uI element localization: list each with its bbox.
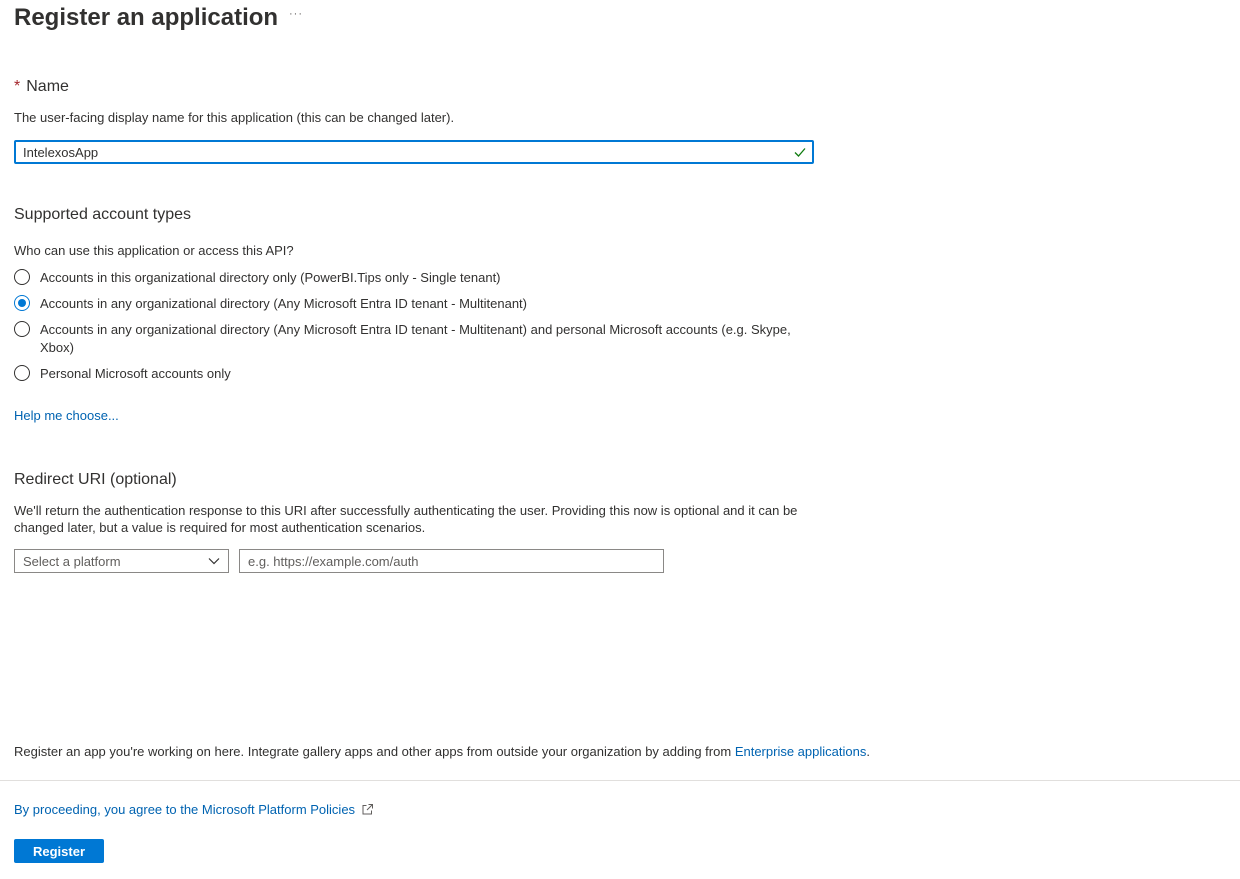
more-options-button[interactable]: ··· [289, 8, 303, 20]
account-types-heading: Supported account types [14, 206, 192, 223]
radio-label: Personal Microsoft accounts only [40, 366, 231, 381]
account-type-option-multitenant-personal[interactable] [14, 321, 804, 357]
footer-note-end: . [866, 744, 870, 759]
divider [0, 780, 1240, 781]
account-type-option-multitenant[interactable] [14, 295, 804, 313]
page-title: Register an application [14, 4, 279, 31]
footer-note [14, 744, 870, 759]
radio-label: Accounts in any organizational directory (Any Microsoft Entra ID tenant - Multitenant) and personal Microsoft accounts (e.g. Skype, Xbox) [40, 322, 791, 355]
register-button[interactable]: Register [14, 839, 104, 863]
help-me-choose-link[interactable]: Help me choose... [14, 408, 119, 423]
name-description: The user-facing display name for this application (this can be changed later). [14, 110, 455, 125]
account-type-option-single-tenant[interactable] [14, 269, 804, 287]
radio-button[interactable] [14, 321, 30, 337]
required-marker: * [14, 78, 21, 95]
radio-button[interactable] [14, 365, 30, 381]
name-label: Name [26, 78, 69, 95]
footer-note-text: Register an app you're working on here. Integrate gallery apps and other apps from outside your organization by adding from [14, 744, 732, 759]
redirect-uri-heading: Redirect URI (optional) [14, 471, 177, 488]
radio-button[interactable] [14, 269, 30, 285]
enterprise-applications-link[interactable]: Enterprise applications [734, 744, 867, 759]
platform-select[interactable] [14, 549, 229, 573]
account-types-question: Who can use this application or access this API? [14, 243, 294, 258]
radio-button-selected[interactable] [14, 295, 30, 311]
platform-policies-link[interactable]: By proceeding, you agree to the Microsoft Platform Policies [14, 802, 356, 817]
external-link-icon[interactable] [361, 803, 374, 816]
redirect-uri-description: We'll return the authentication response to this URI after successfully authenticating the user. Providing this now is optional and it can be changed later, but a value is required for most authentication scenarios. [14, 503, 798, 535]
radio-label: Accounts in this organizational directory only (PowerBI.Tips only - Single tenant) [40, 270, 501, 285]
platform-policies-row [14, 802, 374, 817]
name-input[interactable] [16, 142, 812, 162]
checkmark-icon [793, 145, 807, 159]
chevron-down-icon [208, 555, 220, 567]
platform-select-placeholder: Select a platform [23, 553, 121, 569]
account-type-option-personal-only[interactable] [14, 365, 804, 383]
radio-label: Accounts in any organizational directory (Any Microsoft Entra ID tenant - Multitenant) [40, 296, 527, 311]
title-row [14, 0, 278, 36]
redirect-uri-input[interactable] [239, 549, 664, 573]
name-field-wrapper [14, 140, 814, 164]
name-label-row [14, 78, 69, 96]
